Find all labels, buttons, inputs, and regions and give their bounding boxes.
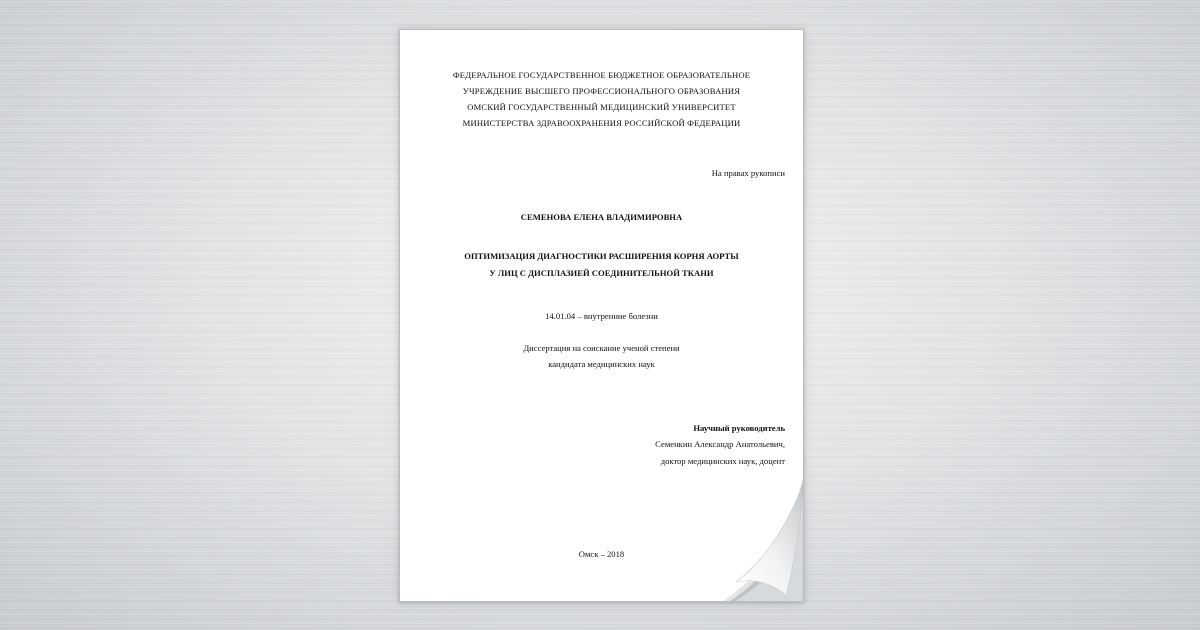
document-page <box>399 29 804 602</box>
manuscript-note: На правах рукописи <box>711 168 785 178</box>
institution-line-1: ФЕДЕРАЛЬНОЕ ГОСУДАРСТВЕННОЕ БЮДЖЕТНОЕ ОБРАЗОВАТЕЛЬНОЕ <box>452 70 751 80</box>
institution-line-2: УЧРЕЖДЕНИЕ ВЫСШЕГО ПРОФЕССИОНАЛЬНОГО ОБРАЗОВАНИЯ <box>462 86 741 96</box>
institution-line-4: МИНИСТЕРСТВА ЗДРАВООХРАНЕНИЯ РОССИЙСКОЙ ФЕДЕРАЦИИ <box>462 118 741 128</box>
institution-line-3: ОМСКИЙ ГОСУДАРСТВЕННЫЙ МЕДИЦИНСКИЙ УНИВЕРСИТЕТ <box>467 102 736 112</box>
title-line-2: У ЛИЦ С ДИСПЛАЗИЕЙ СОЕДИНИТЕЛЬНОЙ ТКАНИ <box>489 268 714 278</box>
city-year: Омск – 2018 <box>578 549 625 559</box>
supervisor-name: Семенкин Александр Анатольевич, <box>655 439 785 449</box>
supervisor-heading: Научный руководитель <box>693 423 785 433</box>
supervisor-credentials: доктор медицинских наук, доцент <box>660 456 785 466</box>
page-curl <box>708 476 804 602</box>
specialty: 14.01.04 – внутренние болезни <box>545 311 658 321</box>
author-name: СЕМЕНОВА ЕЛЕНА ВЛАДИМИРОВНА <box>520 212 683 222</box>
title-line-1: ОПТИМИЗАЦИЯ ДИАГНОСТИКИ РАСШИРЕНИЯ КОРНЯ АОРТЫ <box>464 251 739 261</box>
degree-line-1: Диссертация на соискание ученой степени <box>523 343 680 353</box>
degree-line-2: кандидата медицинских наук <box>548 359 655 369</box>
